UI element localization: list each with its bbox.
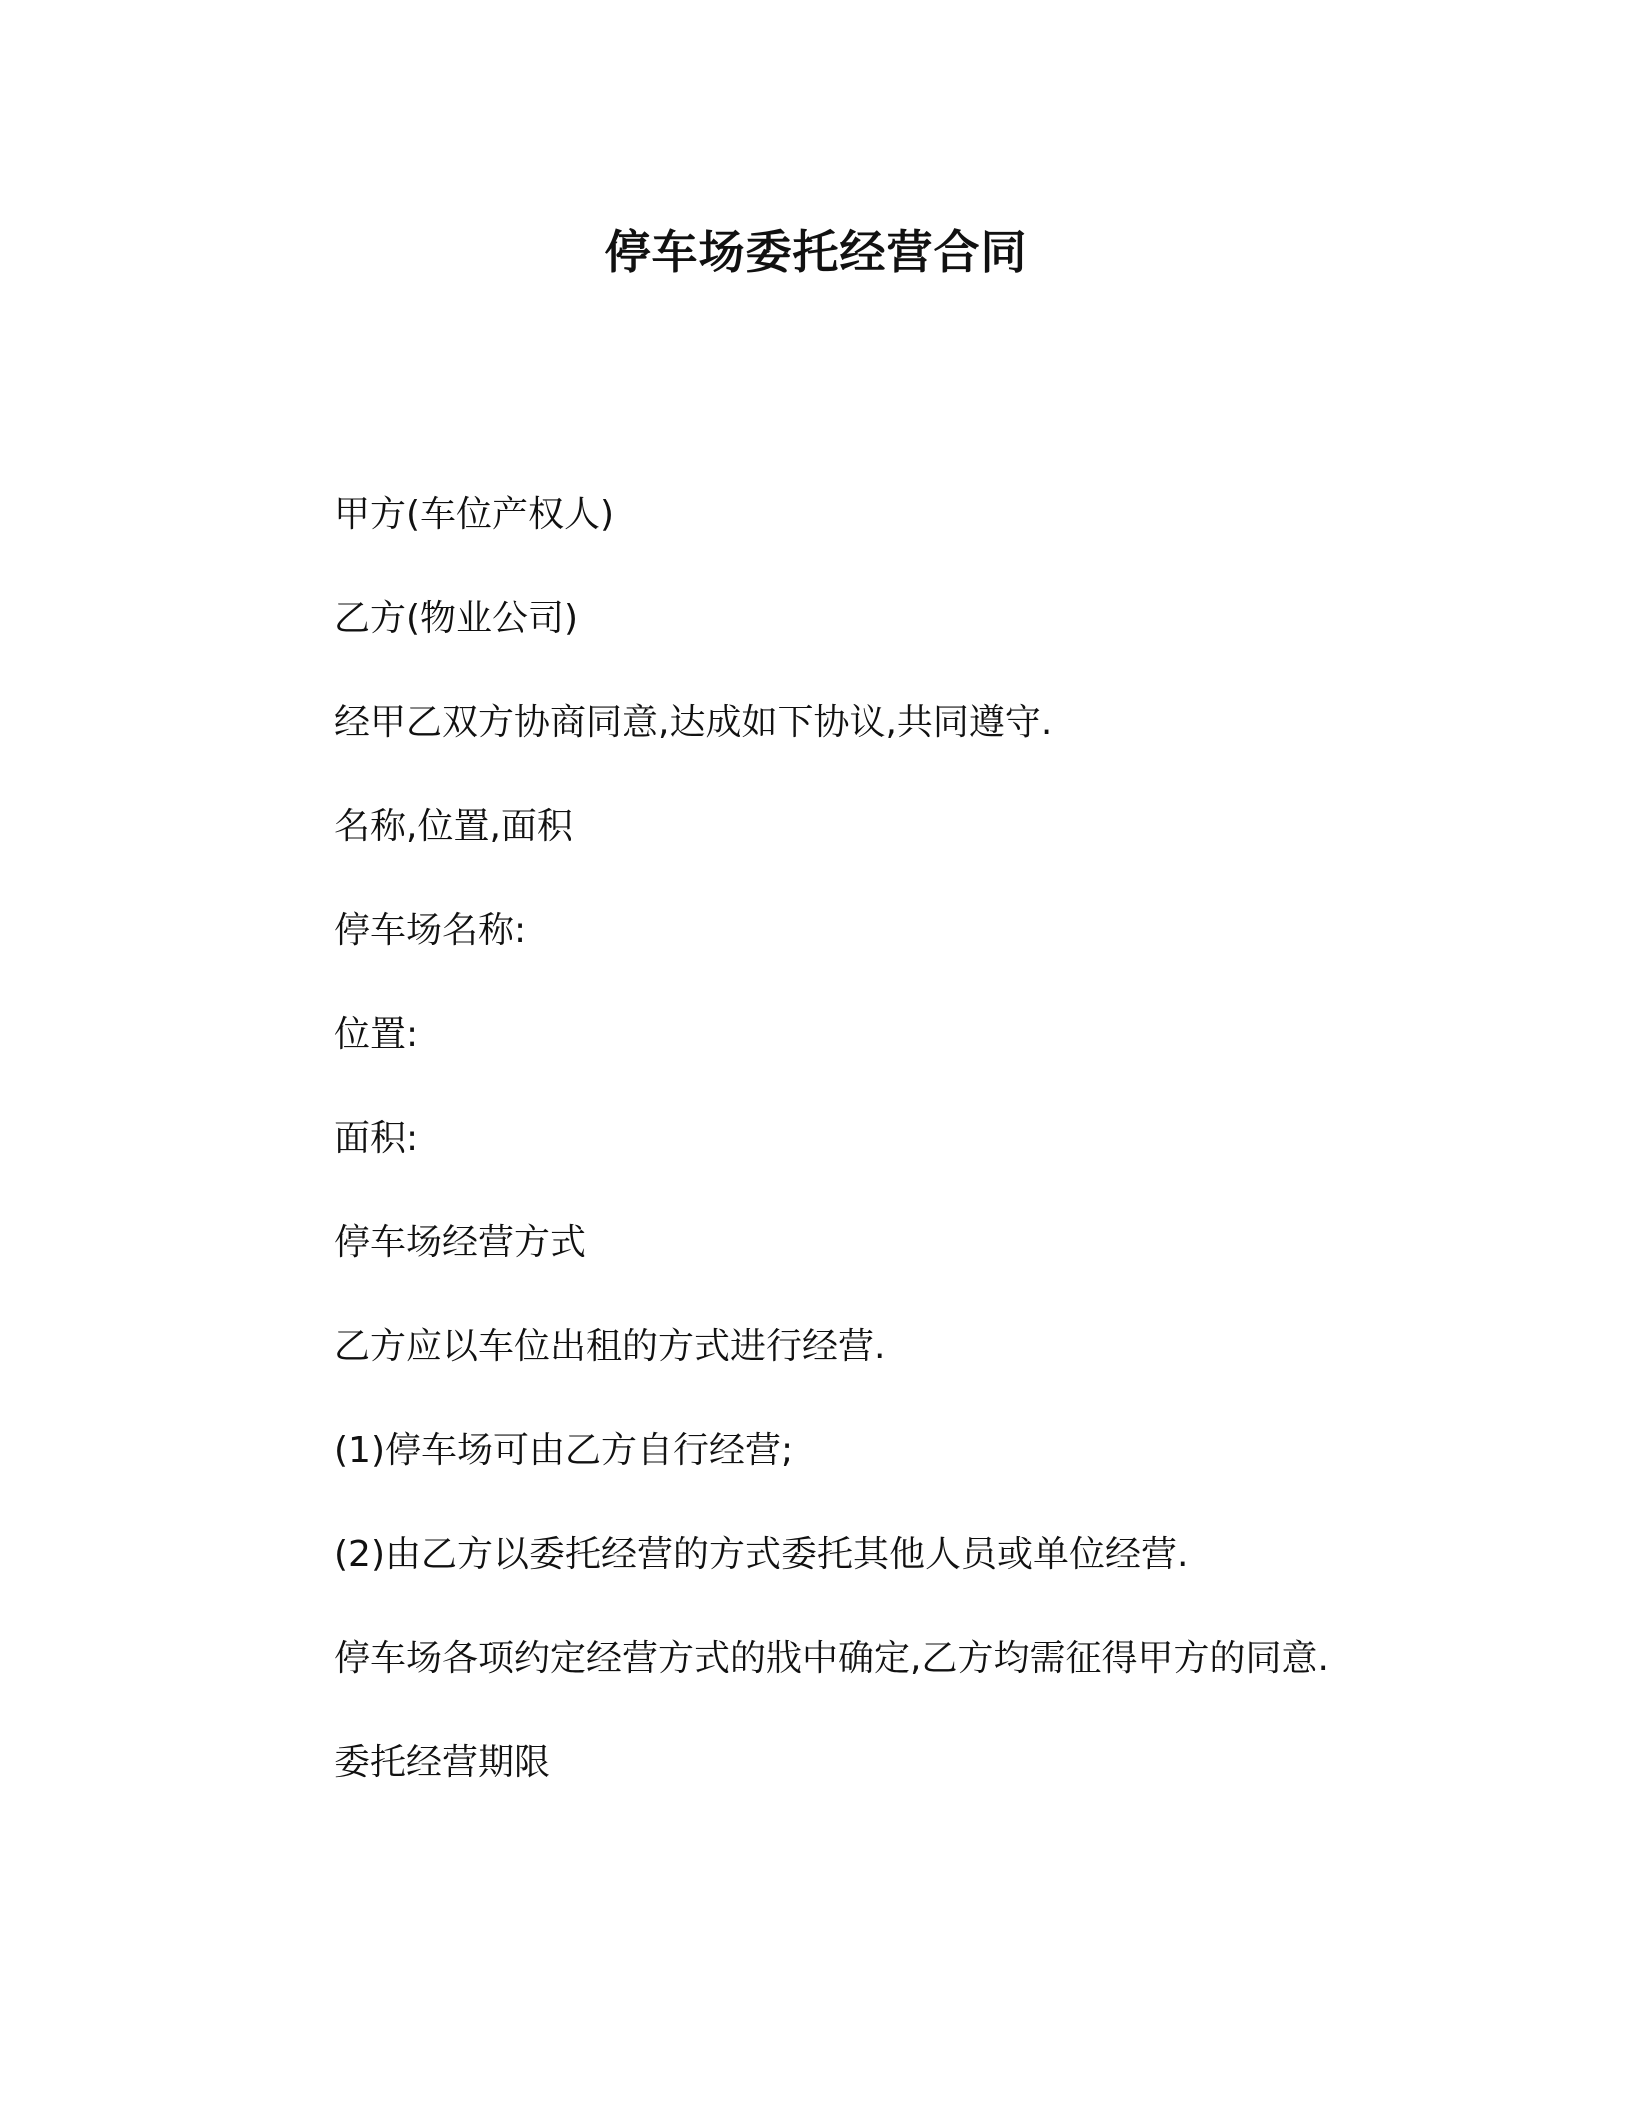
section-heading-operation-mode: 停车场经营方式	[334, 1222, 587, 1263]
parking-lot-name-field: 停车场名称:	[334, 910, 527, 951]
document-title: 停车场委托经营合同	[604, 225, 1028, 279]
operation-mode-text: 乙方应以车位出租的方式进行经营.	[334, 1326, 886, 1367]
section-heading-entrustment-term: 委托经营期限	[334, 1742, 551, 1783]
section-heading-name-location-area: 名称,位置,面积	[334, 806, 573, 847]
operation-consent-text: 停车场各项约定经营方式的戕中确定,乙方均需征得甲方的同意.	[334, 1638, 1329, 1679]
document-body	[334, 490, 1434, 1842]
party-a-line: 甲方(车位产权人)	[334, 494, 615, 535]
operation-mode-item-1: (1)停车场可由乙方自行经营;	[334, 1430, 794, 1471]
operation-mode-item-2: (2)由乙方以委托经营的方式委托其他人员或单位经营.	[334, 1534, 1189, 1575]
area-field: 面积:	[334, 1118, 419, 1159]
party-b-line: 乙方(物业公司)	[334, 598, 579, 639]
location-field: 位置:	[334, 1014, 419, 1055]
agreement-intro: 经甲乙双方协商同意,达成如下协议,共同遵守.	[334, 702, 1053, 743]
